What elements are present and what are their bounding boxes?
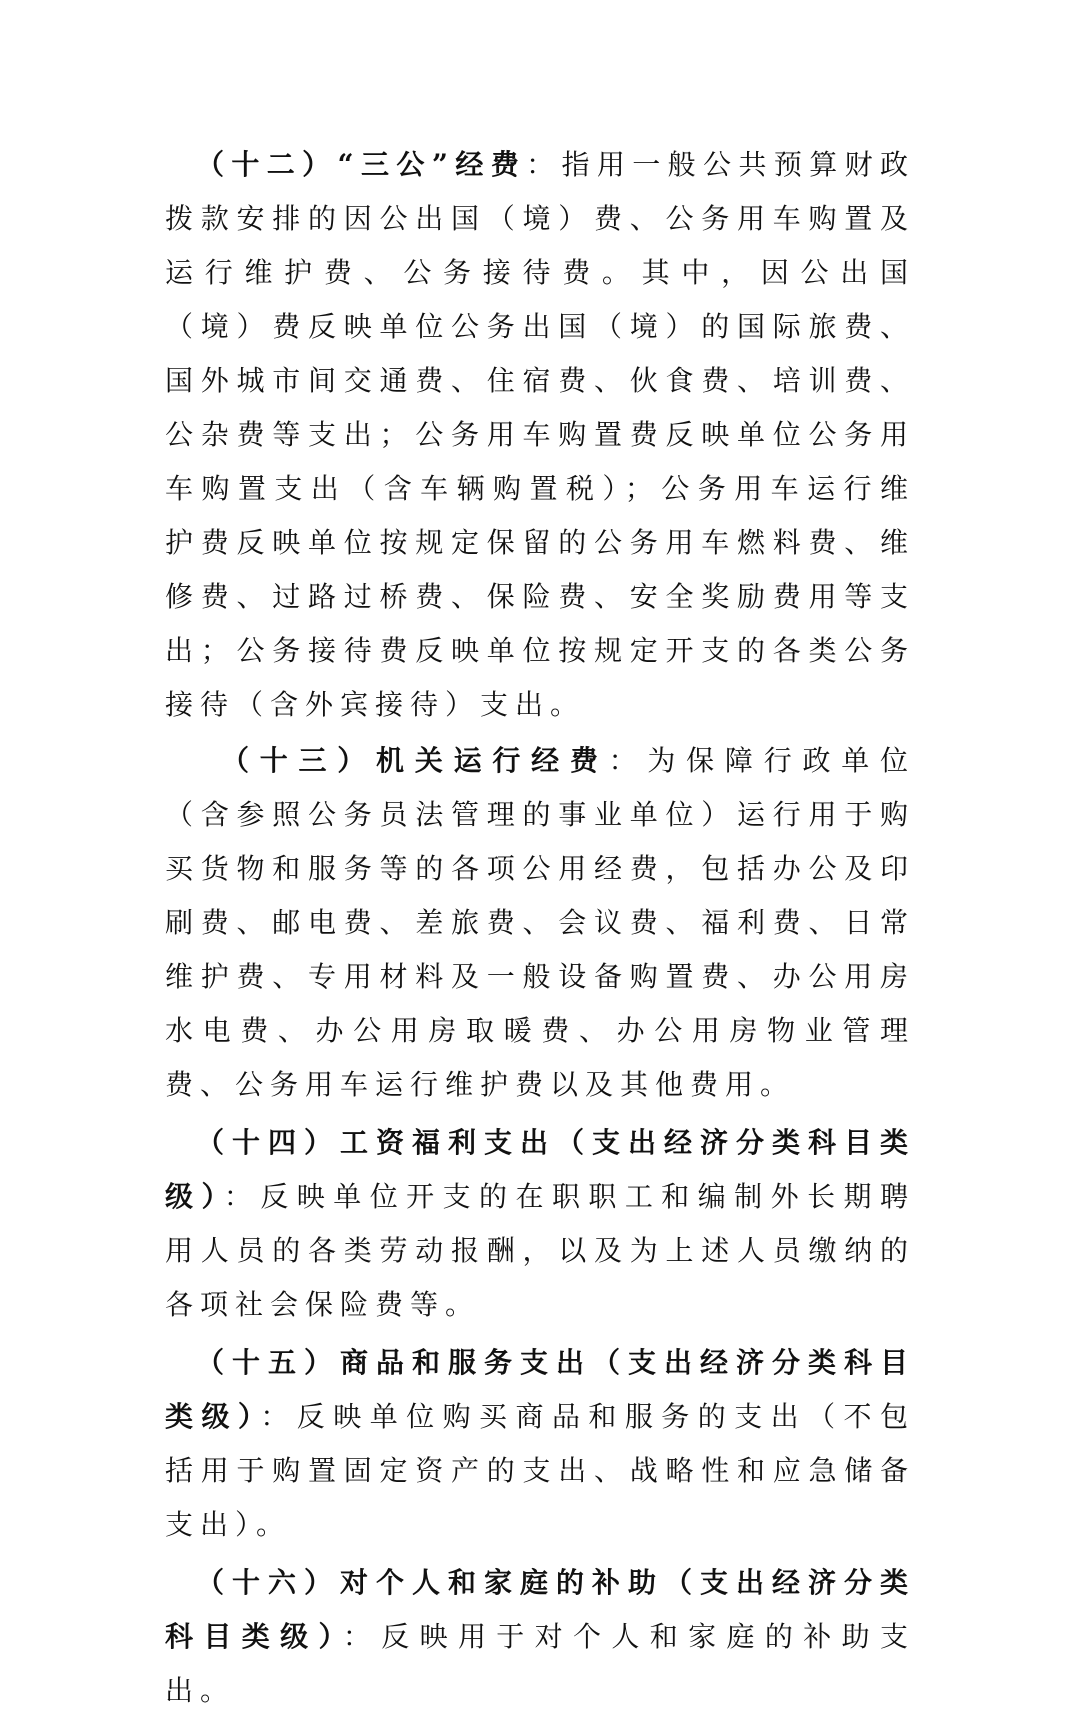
paragraph-text: ：反映用于对个人和家庭的补助支出。 — [165, 1620, 915, 1707]
paragraph-wages-benefits — [165, 1116, 915, 1332]
term-heading: （十二）“三公”经费 — [196, 148, 527, 181]
paragraph-text: ：反映单位开支的在职职工和编制外长期聘用人员的各类劳动报酬，以及为上述人员缴纳的各项社会保险费等。 — [165, 1180, 915, 1321]
paragraph-household-subsidies — [165, 1556, 915, 1718]
term-heading: （十三）机关运行经费 — [221, 744, 609, 777]
paragraph-text: ：指用一般公共预算财政拨款安排的因公出国（境）费、公务用车购置及运行维护费、公务接待费。其中，因公出国（境）费反映单位公务出国（境）的国际旅费、国外城市间交通费、住宿费、伙食费、培训费、公杂费等支出；公务用车购置费反映单位公务用车购置支出（含车辆购置税）；公务用车运行维护费反映单位按规定保留的公务用车燃料费、维修费、过路过桥费、保险费、安全奖励费用等支出；公务接待费反映单位按规定开支的各类公务接待（含外宾接待）支出。 — [165, 148, 915, 721]
paragraph-agency-operating-expenses — [165, 734, 915, 1112]
term-heading: （十四）工资福利支出（支出经济分类科目类级） — [165, 1126, 915, 1213]
paragraph-text: ：为保障行政单位（含参照公务员法管理的事业单位）运行用于购买货物和服务等的各项公用经费，包括办公及印刷费、邮电费、差旅费、会议费、福利费、日常维护费、专用材料及一般设备购置费、办公用房水电费、办公用房取暖费、办公用房物业管理费、公务用车运行维护费以及其他费用。 — [165, 744, 915, 1101]
document-page — [165, 138, 915, 1718]
paragraph-san-gong-expenses — [165, 138, 915, 732]
paragraph-text: ：反映单位购买商品和服务的支出（不包括用于购置固定资产的支出、战略性和应急储备支出）。 — [165, 1400, 915, 1541]
term-heading: （十五）商品和服务支出（支出经济分类科目类级） — [165, 1346, 915, 1433]
term-heading: （十六）对个人和家庭的补助（支出经济分类科目类级） — [165, 1566, 915, 1653]
